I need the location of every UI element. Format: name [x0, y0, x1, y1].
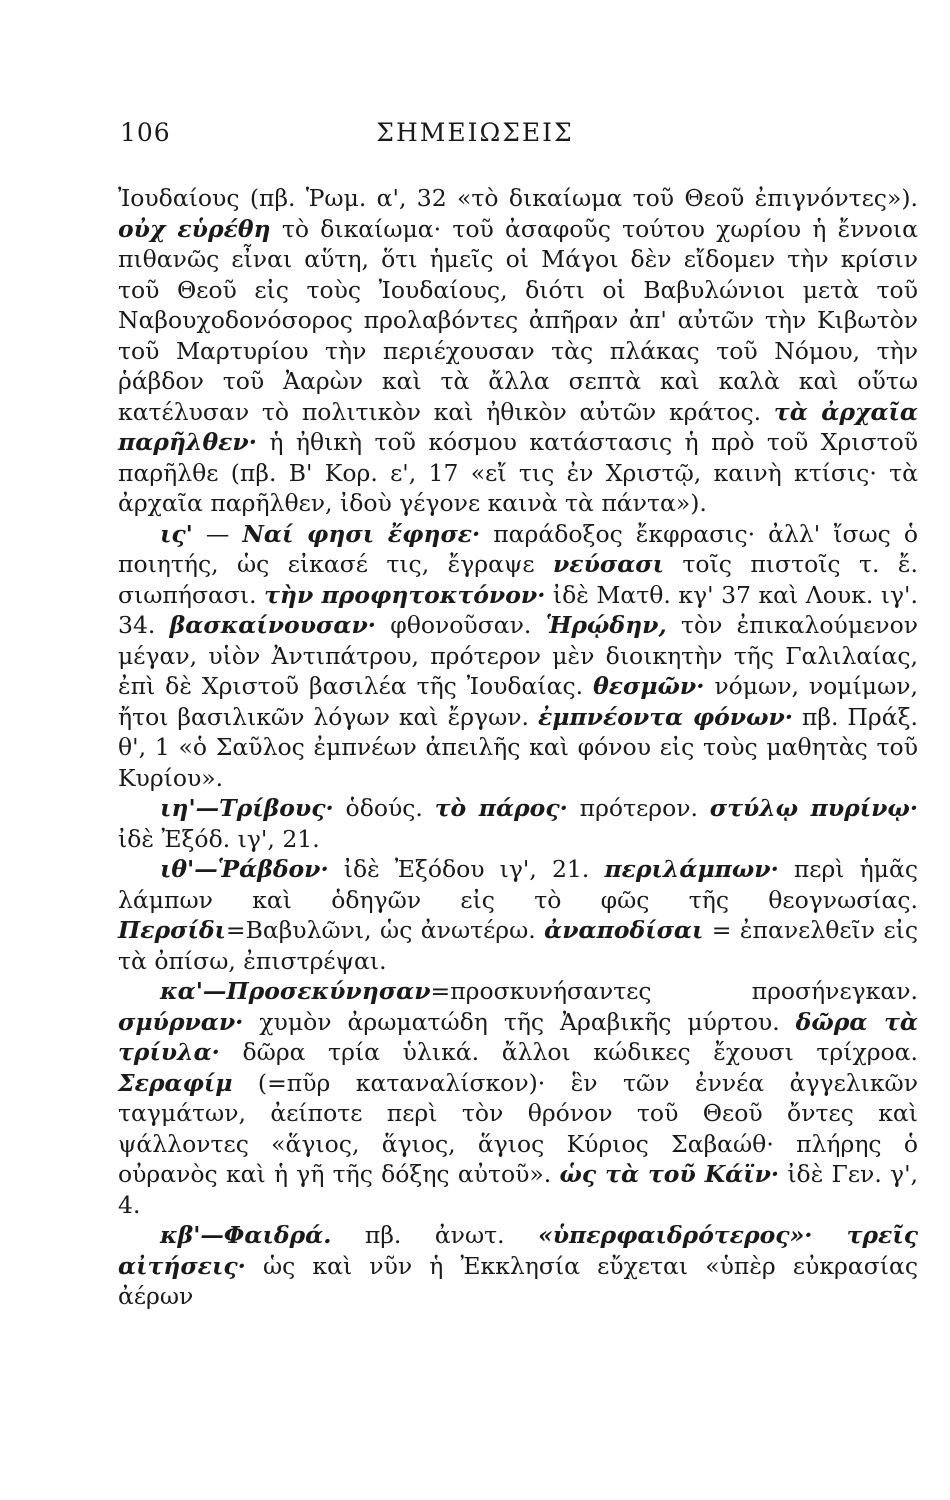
note-text: πρότερον. [567, 794, 710, 822]
note-paragraph [118, 183, 918, 519]
note-text: πβ. Πράξ. θ', 1 «ὁ Σαῦλος ἐμπνέων ἀπειλῆς καὶ φόνου εἰς τοὺς μαθητὰς τοῦ Κυρίου». [118, 702, 918, 792]
note-paragraph [118, 1220, 918, 1312]
lemma-keyword: θεσμῶν· [593, 672, 705, 700]
page-number: 106 [120, 118, 171, 147]
note-text: περὶ ἡμᾶς λάμπων καὶ ὁδηγῶν εἰς τὸ φῶς τῆς θεογνωσίας. [118, 855, 918, 914]
lemma-keyword: τὰ ἀρχαῖα παρῆλθεν· [118, 397, 918, 456]
note-text: ὁδούς. [333, 794, 435, 822]
lemma-keyword: περιλάμπων· [604, 855, 779, 883]
note-text: παράδοξος ἔκφρασις· ἀλλ' ἴσως ὁ ποιητής, ὡς εἰκασέ τις, ἔγραψε [118, 519, 918, 578]
note-text: ἰδὲ Ἐξόδου ιγ', 21. [328, 855, 605, 883]
note-text: ἡ ἠθικὴ τοῦ κόσμου κατάστασις ἡ πρὸ τοῦ Χριστοῦ παρῆλθε (πβ. Β' Κορ. ε', 17 «εἴ τις ἐν Χριστῷ, καινὴ κτίσις· τὰ ἀρχαῖα παρῆλθεν, ἰδοὺ γέγονε καινὰ τὰ πάντα»). [118, 428, 918, 517]
lemma-keyword: κα'—Προσεκύνησαν [160, 977, 431, 1005]
note-text: τὸ δικαίωμα· τοῦ ἀσαφοῦς τούτου χωρίου ἡ ἔννοια πιθανῶς εἶναι αὕτη, ὅτι ἡμεῖς οἱ Μάγοι δὲν εἴδομεν τὴν κρίσιν τοῦ Θεοῦ εἰς τοὺς Ἰουδαίους, διότι οἱ Βαβυλώνιοι μετὰ τοῦ Ναβουχοδονόσορος προλαβόντες ἀπῆραν ἀπ' αὐτῶν τὴν Κιβωτὸν τοῦ Μαρτυρίου τὴν περιέχουσαν τὰς πλάκας τοῦ Νόμου, τὴν ῥάβδον τοῦ Ἀαρὼν καὶ τὰ ἄλλα σεπτὰ καὶ καλὰ καὶ οὕτω κατέλυσαν τὸ πολιτικὸν καὶ ἠθικὸν αὐτῶν κράτος. [118, 214, 918, 426]
lemma-keyword: ἐμπνέοντα φόνων· [537, 702, 793, 731]
lemma-keyword: τὸ πάρος· [434, 794, 568, 822]
note-text: =προσκυνήσαντες προσήνεγκαν. [430, 977, 918, 1005]
lemma-keyword: νεύσασι [552, 550, 664, 578]
note-paragraph [118, 519, 918, 794]
note-paragraph [118, 854, 918, 976]
lemma-keyword: δῶρα τὰ τρίυλα· [118, 1007, 918, 1066]
lemma-keyword: ιθ'—Ῥάβδον· [160, 855, 329, 883]
note-paragraph [118, 976, 918, 1220]
lemma-keyword: ὡς τὰ τοῦ Κάϊν· [559, 1160, 780, 1188]
lemma-keyword: Ἡρῴδην, [545, 611, 667, 639]
note-text: δῶρα τρία ὑλικά. ἄλλοι κώδικες ἔχουσι τρίχροα. [219, 1038, 918, 1066]
note-text: νόμων, νομίμων, ἤτοι βασιλικῶν λόγων καὶ ἔργων. [118, 672, 918, 731]
note-text: ὡς καὶ νῦν ἡ Ἐκκλησία εὔχεται «ὑπὲρ εὐκρασίας ἀέρων [118, 1251, 918, 1310]
note-text: Ἰουδαίους (πβ. Ῥωμ. α', 32 «τὸ δικαίωμα τοῦ Θεοῦ ἐπιγνόντες»). [118, 184, 918, 212]
notes-body [118, 183, 918, 1312]
lemma-keyword: κβ'—Φαιδρά. [160, 1221, 332, 1249]
lemma-keyword: Περσίδι [118, 916, 226, 944]
lemma-keyword: «ὑπερφαιδρότερος»· τρεῖς αἰτήσεις· [118, 1221, 919, 1280]
note-text: — [192, 519, 243, 548]
note-text: ἰδὲ Ἐξόδ. ιγ', 21. [118, 824, 320, 853]
running-title: ΣΗΜΕΙΩΣΕΙΣ [376, 118, 574, 147]
lemma-keyword: ις' [160, 519, 193, 548]
lemma-keyword: ιη'—Τρίβους· [160, 794, 334, 822]
page-header [0, 118, 950, 162]
note-text: τοῖς πιστοῖς τ. ἔ. σιωπήσασι. [118, 550, 918, 609]
lemma-keyword: στύλῳ πυρίνῳ· [709, 794, 918, 822]
note-text: ἰδὲ Ματθ. κγ' 37 καὶ Λουκ. ιγ'. 34. [118, 580, 918, 639]
note-paragraph [118, 793, 918, 854]
note-text: ἰδὲ Γεν. γ', 4. [118, 1160, 919, 1219]
lemma-keyword: Σεραφίμ [118, 1068, 233, 1097]
lemma-keyword: οὐχ εὑρέθη [118, 214, 271, 243]
lemma-keyword: τὴν προφητοκτόνον· [264, 580, 546, 609]
note-text: = ἐπανελθεῖν εἰς τὰ ὀπίσω, ἐπιστρέψαι. [118, 916, 918, 975]
lemma-keyword: βασκαίνουσαν· [169, 611, 376, 639]
note-text: πβ. ἀνωτ. [331, 1221, 539, 1249]
note-text: φθονοῦσαν. [375, 611, 546, 639]
note-text: (=πῦρ καταναλίσκον)· ἓν τῶν ἐννέα ἀγγελικῶν ταγμάτων, ἀείποτε περὶ τὸν θρόνον τοῦ Θεοῦ ὄντες καὶ ψάλλοντες «ἅγιος, ἅγιος, ἅγιος Κύριος Σαβαώθ· πλήρης ὁ οὐρανὸς καὶ ἡ γῆ τῆς δόξης αὐτοῦ». [118, 1068, 918, 1188]
lemma-keyword: ἀναποδίσαι [544, 916, 704, 944]
lemma-keyword: σμύρναν· [118, 1007, 244, 1036]
lemma-keyword: Ναί φησι ἔφησε· [242, 519, 481, 548]
note-text: χυμὸν ἀρωματώδη τῆς Ἀραβικῆς μύρτου. [243, 1007, 796, 1036]
note-text: τὸν ἐπικαλούμενον μέγαν, υἱὸν Ἀντιπάτρου, πρότερον μὲν διοικητὴν τῆς Γαλιλαίας, ἐπὶ δὲ Χριστοῦ βασιλέα τῆς Ἰουδαίας. [118, 611, 919, 700]
note-text: =Βαβυλῶνι, ὡς ἀνωτέρω. [225, 916, 545, 944]
